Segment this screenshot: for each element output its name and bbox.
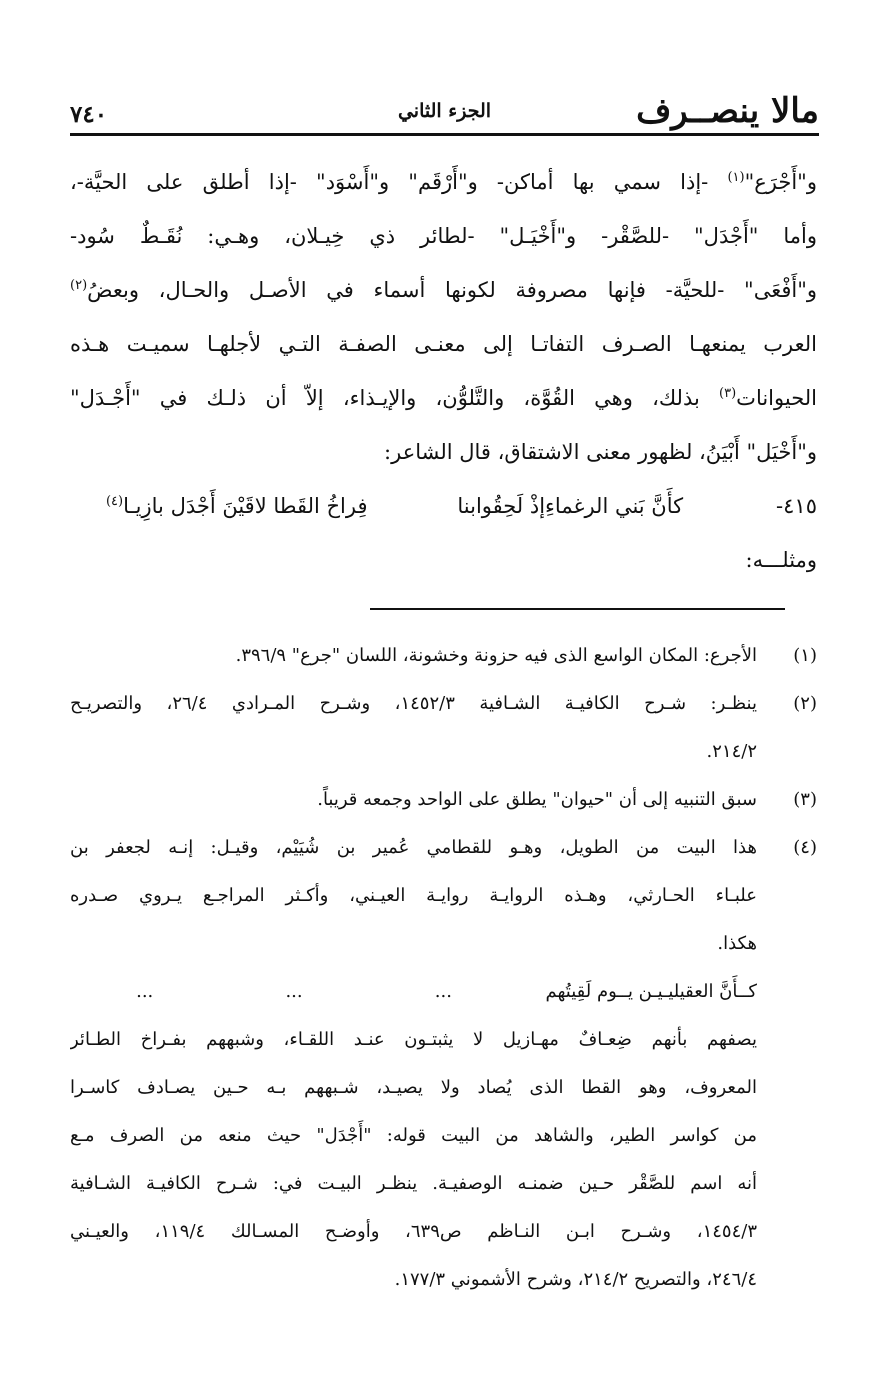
footnote-line: ٢١٤/٢. — [706, 741, 757, 762]
footnote-number: (٢) — [793, 693, 817, 714]
ellipsis: ... — [434, 981, 452, 1002]
text-line: و"أَخْيَل" أَبْيَنُ، لظهور معنى الاشتقاق، قال الشاعر: — [384, 440, 817, 464]
footnote-line: هذا البيت من الطويل، وهـو للقطامي عُمير بن شُيَيْم، وقيـل: إنـه لجعفر بن — [70, 837, 757, 858]
text-line: و"أَجْرَع"$^{(١)}$ -إذا سمي بها أماكن- و"أَرْقَم" و"أَسْوَد" -إذا أطلق على الحيَّة-، — [70, 170, 817, 194]
text-line: وأما "أَجْدَل" -للصَّقْر- و"أَخْيَـل" -لطائر ذي خِيـلان، وهـي: نُقَـطٌ سُود- — [70, 224, 817, 248]
footnote-marker: (٢) — [70, 278, 88, 293]
footnote-marker: (٣) — [719, 386, 737, 401]
footnote-line: ٢٤٦/٤، والتصريح ٢١٤/٢، وشرح الأشموني ١٧٧/٣. — [394, 1269, 757, 1290]
footnote-line: ينظـر: شـرح الكافيـة الشـافية ١٤٥٢/٣، وشـرح المـرادي ٢٦/٤، والتصريـح — [70, 693, 757, 714]
footnote-line: يصفهم بأنهم ضِعـافٌ مهـازيل لا يثبتـون عنـد اللقـاء، وشبههم بفـراخ الطـائر — [70, 1029, 757, 1050]
footnote — [70, 776, 817, 824]
poetry-verse — [70, 479, 817, 533]
footnote-marker: (٤) — [105, 494, 124, 509]
footnote-number: (٣) — [793, 789, 817, 810]
footnote — [70, 824, 817, 968]
verse-first-hemistich: كأَنَّ بَني الرغماءِإذْ لَحِقُوابنا — [457, 494, 684, 518]
footnote-separator — [370, 608, 785, 610]
book-title: مالا ينصــرف — [636, 91, 819, 131]
footnote-line: هكذا. — [717, 933, 757, 954]
footnote-line: المعروف، وهو القطا الذى يُصاد ولا يصيـد، شـبههم بـه حـين يصـادف كاسـرا — [70, 1077, 757, 1098]
text-line: و"أَفْعَى" -للحيَّة- فإنها مصروفة لكونها أسماء في الأصـل والحـال، وبعضُ$^{(٢)}$ — [70, 278, 817, 302]
footnote — [70, 632, 817, 680]
verse-second-hemistich: فِراخُ القَطا لاقَيْنَ أَجْدَل بازِيـا$^{(٤)}$ — [105, 494, 368, 518]
main-text — [70, 155, 817, 587]
header-rule — [70, 133, 819, 136]
footnote — [70, 680, 817, 776]
footnote-line: الأجرع: المكان الواسع الذى فيه حزونة وخشونة، اللسان "جرع" ٣٩٦/٩. — [235, 645, 757, 666]
text-line: الحيوانات$^{(٣)}$ بذلك، وهي القُوَّة، والتَّلوُّن، والإيـذاء، إلاّ أن ذلـك في "أَجْـدَل" — [70, 386, 817, 410]
text-line: ومثلـــه: — [745, 548, 817, 572]
footnote-line: من كواسر الطير، والشاهد من البيت قوله: "أَجْدَل" حيث منعه من الصرف مـع — [70, 1125, 757, 1146]
footnote-line: أنه اسم للصَّقْر حـين ضمنـه الوصفيـة. ينظـر البيـت في: شـرح الكافيـة الشـافية — [70, 1173, 757, 1194]
text-line: العرب يمنعهـا الصـرف التفاتـا إلى معنـى الصفـة التـي لأجلهـا سميـت هـذه — [70, 332, 817, 356]
ellipsis: ... — [136, 981, 154, 1002]
quoted-verse — [70, 968, 757, 1016]
ellipsis: ... — [285, 981, 303, 1002]
verse-number: ٤١٥- — [776, 494, 817, 518]
footnote-marker: (١) — [727, 170, 745, 185]
footnote-number: (٤) — [793, 837, 817, 858]
page-header — [70, 80, 819, 131]
footnote-line: علبـاء الحـارثي، وهـذه الروايـة روايـة العيـني، وأكـثر المراجـع يـروي صـدره — [70, 885, 757, 906]
quoted-hemistich: كــأَنَّ العقيليـيـن يــوم لَقِيتُهم — [545, 981, 757, 1002]
footnote-line: سبق التنبيه إلى أن "حيوان" يطلق على الواحد وجمعه قريباً. — [317, 789, 757, 810]
footnote-number: (١) — [793, 645, 817, 666]
part-label: الجزء الثاني — [397, 100, 492, 122]
footnote-line: ١٤٥٤/٣، وشـرح ابـن النـاظم ص٦٣٩، وأوضـح المسـالك ١١٩/٤، والعيـني — [70, 1221, 757, 1242]
page-number: ٧٤٠ — [70, 101, 108, 128]
footnotes — [70, 632, 817, 1304]
